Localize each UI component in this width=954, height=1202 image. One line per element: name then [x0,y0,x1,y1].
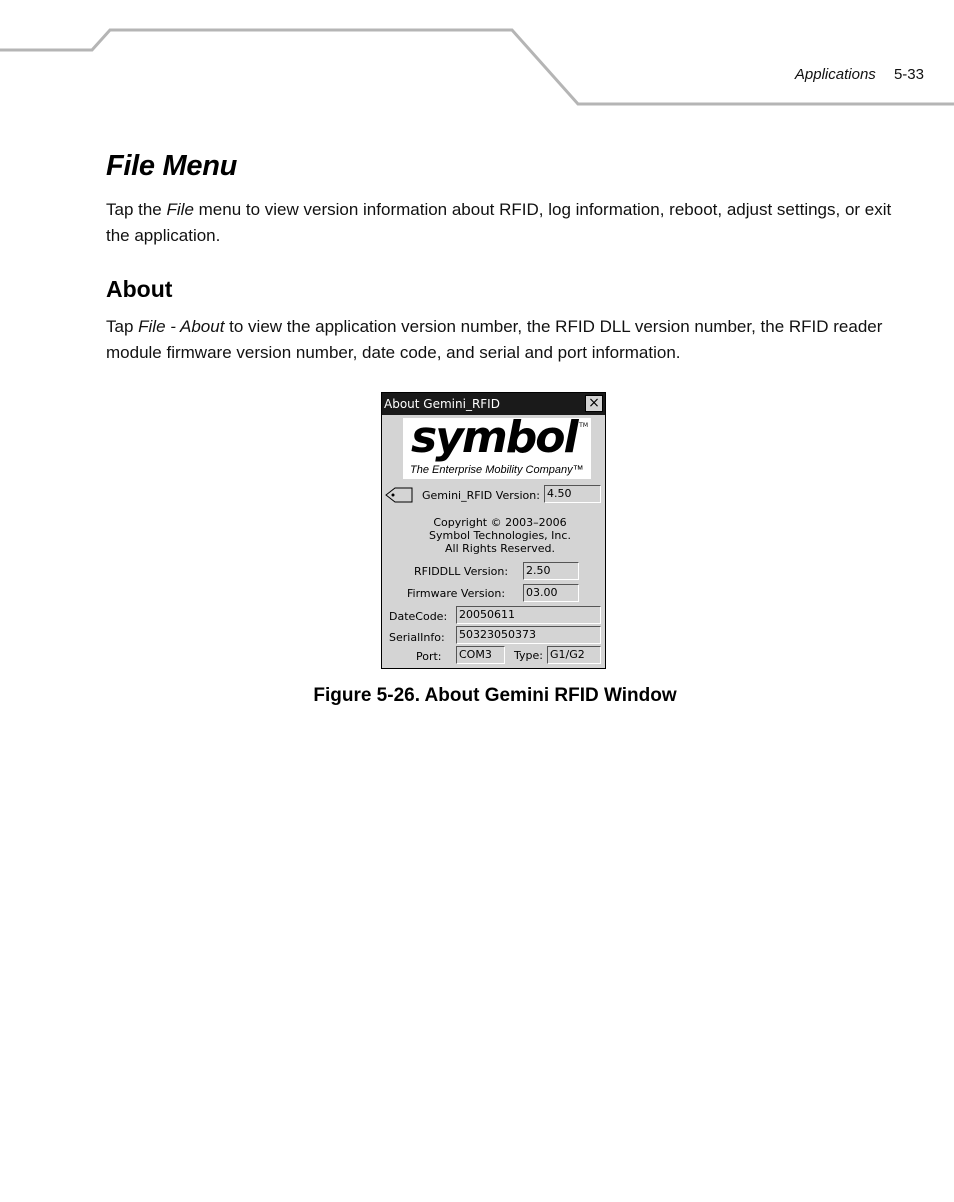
page-title: File Menu [106,150,238,182]
dll-version-field: 2.50 [523,562,579,580]
serialinfo-label: SerialInfo: [389,631,445,644]
dll-version-label: RFIDDLL Version: [414,565,509,578]
about-paragraph [106,314,896,366]
app-version-label: Gemini_RFID Version: [422,489,540,502]
dialog-title: About Gemini_RFID [384,397,500,411]
about-dialog [381,392,606,669]
logo-tagline: The Enterprise Mobility Company™ [410,464,584,476]
running-head [795,66,924,83]
close-button[interactable]: × [585,395,603,412]
copyright-block [382,516,618,555]
symbol-logo [403,412,591,479]
intro-text-1: Tap the [106,200,167,219]
copyright-line-2: Symbol Technologies, Inc. [429,529,571,542]
datecode-field: 20050611 [456,606,601,624]
copyright-line-3: All Rights Reserved. [444,542,556,555]
page-number: 5-33 [893,66,924,83]
intro-text-2: menu to view version information about RFID, log information, reboot, adjust settings, or exit the application. [106,200,892,245]
intro-em: File [166,200,194,219]
port-label: Port: [416,650,442,663]
firmware-version-field: 03.00 [523,584,579,602]
serialinfo-field: 50323050373 [456,626,601,644]
header-rule [0,0,954,110]
datecode-label: DateCode: [389,610,448,623]
firmware-version-label: Firmware Version: [407,587,506,600]
about-text-1: Tap [106,317,139,336]
figure-caption: Figure 5-26. About Gemini RFID Window [313,685,677,706]
logo-tm: TM [579,422,588,429]
about-text-2: to view the application version number, the RFID DLL version number, the RFID reader module firmware version number, date code, and serial and port information. [106,317,883,362]
about-em: File - About [138,317,225,336]
copyright-line-1: Copyright © 2003–2006 [433,516,567,529]
port-field: COM3 [456,646,505,664]
tag-icon [385,487,413,503]
intro-paragraph [106,197,896,249]
type-label: Type: [514,649,543,662]
section-heading: About [106,276,173,302]
type-field: G1/G2 [547,646,601,664]
running-head-section: Applications [794,66,876,83]
logo-wordmark: symbol [411,412,577,463]
app-version-field: 4.50 [544,485,601,503]
